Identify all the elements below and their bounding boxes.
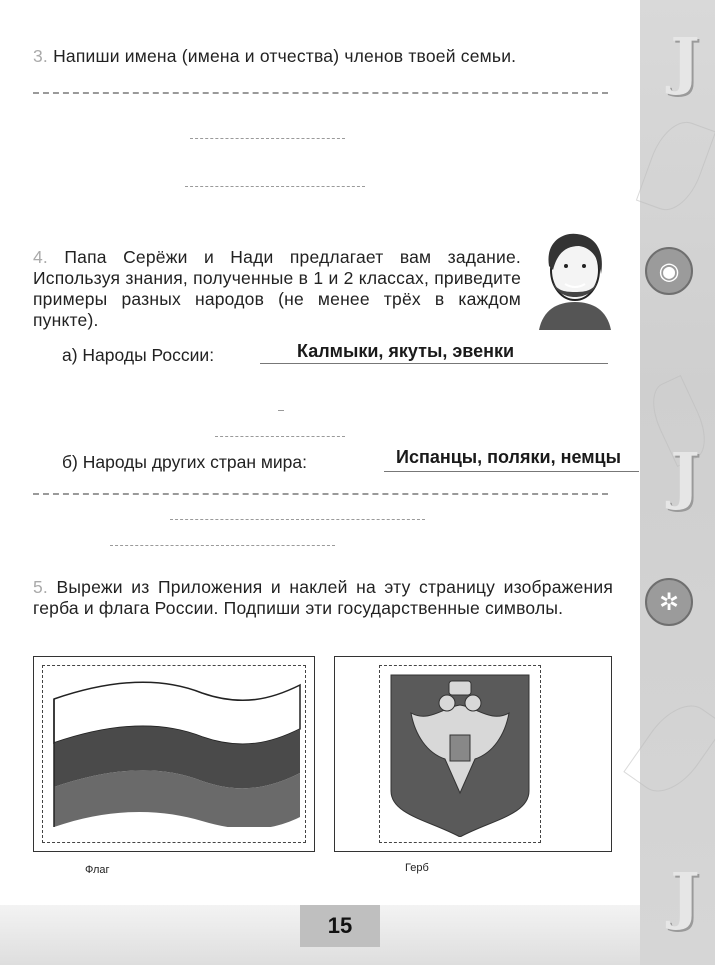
tab-j-icon: J	[670, 859, 700, 932]
tab-j-icon: J	[670, 24, 700, 97]
answer-line[interactable]	[110, 545, 335, 546]
coat-of-arms-image	[389, 673, 531, 837]
task-4-text: Папа Серёжи и Нади предлагает вам задание. Используя знания, полученные в 1 и 2 классах, приведите примеры разных народов (не менее трёх в каждом пункте).	[33, 247, 521, 330]
answer-line-b[interactable]	[384, 471, 639, 472]
task-5-text: Вырежи из Приложения и наклей на эту страницу изображения герба и флага России. Подпиши эти государственные символы.	[33, 577, 613, 618]
task-4-number: 4.	[33, 247, 48, 267]
coat-of-arms-frame[interactable]	[334, 656, 612, 852]
answer-line[interactable]	[33, 493, 608, 495]
answer-line[interactable]	[190, 138, 345, 139]
task-5	[33, 577, 613, 619]
answer-line[interactable]	[278, 410, 284, 411]
task-4a-answer[interactable]: Калмыки, якуты, эвенки	[297, 341, 515, 361]
task-4b-label: б) Народы других стран мира:	[62, 452, 307, 472]
russian-flag-image	[52, 677, 302, 827]
page-number: 15	[300, 905, 380, 947]
paperclip-icon: ✲	[645, 578, 693, 626]
task-3	[33, 46, 633, 67]
answer-line[interactable]	[170, 519, 425, 520]
dad-portrait-illustration	[535, 230, 615, 332]
tab-j-icon: J	[670, 439, 700, 512]
coat-caption: Герб	[405, 862, 429, 874]
task-4b-answer[interactable]: Испанцы, поляки, немцы	[396, 447, 621, 467]
answer-line-a[interactable]	[260, 363, 608, 364]
flag-caption: Флаг	[85, 864, 110, 876]
task-5-number: 5.	[33, 577, 48, 597]
task-3-number: 3.	[33, 46, 48, 66]
task-4	[33, 247, 521, 331]
task-3-text: Напиши имена (имена и отчества) членов твоей семьи.	[53, 46, 517, 66]
answer-line[interactable]	[185, 186, 365, 187]
answer-line[interactable]	[215, 436, 345, 437]
task-4a-label: а) Народы России:	[62, 345, 215, 365]
flag-frame[interactable]	[33, 656, 315, 852]
answer-line[interactable]	[33, 92, 608, 94]
globe-icon: ◉	[645, 247, 693, 295]
